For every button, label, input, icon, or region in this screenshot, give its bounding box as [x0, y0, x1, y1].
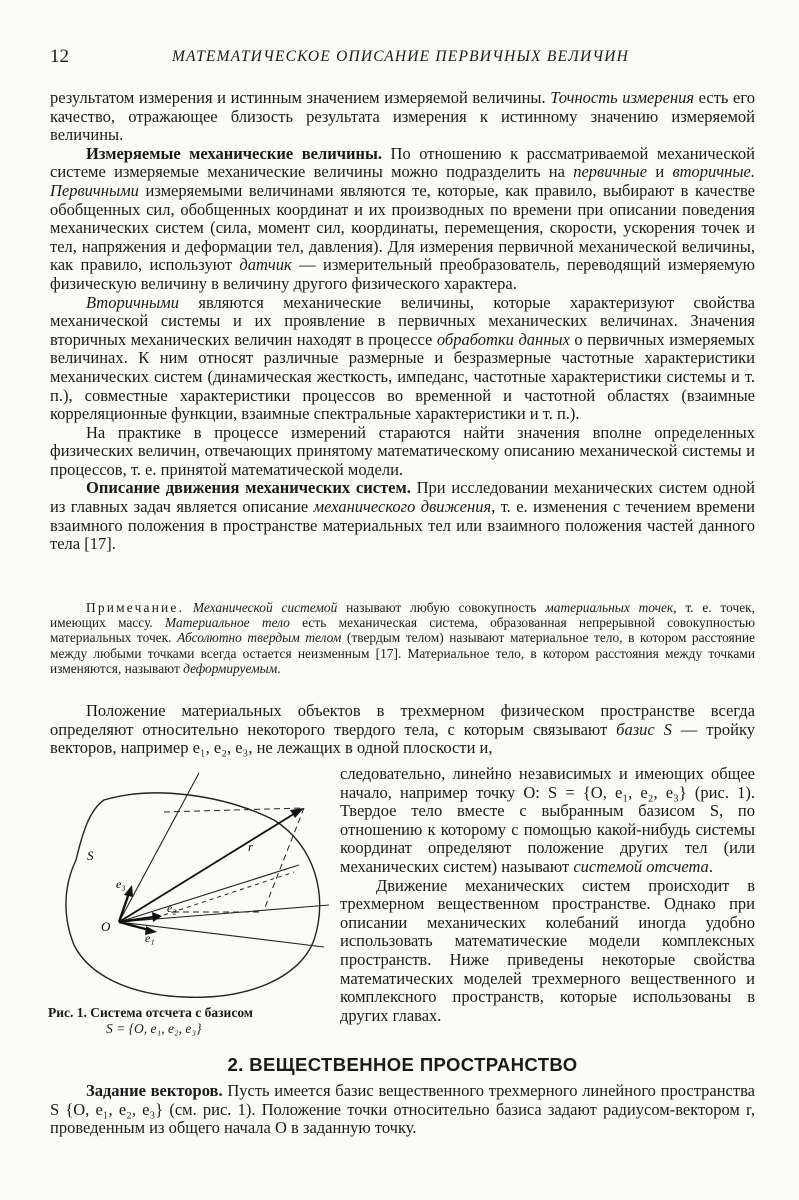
label-O: O [101, 919, 111, 934]
label-e2: e₂ [167, 901, 177, 915]
run-in-heading: Описание движения механических систем. [86, 478, 411, 498]
paragraph-motion: Описание движения механических систем. При исследовании механических систем одной из главных задач является описание механического движения, т. е. изменения с течением времени взаимного положения в пространстве материальных тел или взаимного положения частей данного тела [17]. [50, 478, 756, 554]
paragraph-basis: Положение материальных объектов в трехмерном физическом пространстве всегда определяют относительно некоторого твердого тела, с которым связывают базис S — тройку векторов, например e₁, e₂, e₃, не лежащих в одной плоскости и, [50, 701, 756, 758]
label-r: r [248, 839, 254, 854]
radius-vector-r [119, 812, 297, 922]
paragraph-vectors: Задание векторов. Пусть имеется базис вещественного трехмерного линейного пространства S {O, e₁, e₂, e₃} (см. рис. 1). Положение точки относительно базиса задают радиусом-вектором r, проведенным из общего начала O в заданную точку. [50, 1081, 755, 1138]
wrapped-text-column [340, 765, 755, 1025]
axis-e2-line [119, 905, 329, 922]
run-in-heading: Измеряемые механические величины. [86, 143, 383, 163]
paragraph-accuracy: результатом измерения и истинным значением измеряемой величины. Точность измерения есть его качество, отражающее близость результата измерения к истинному значению измеряемой величины. [50, 88, 755, 145]
paragraph-secondary: Вторичными являются механические величины, которые характеризуют свойства механической системы и их проявление в первичных механических величинах. Значения вторичных механических величин находят в процессе обработки данных о первичных измеряемых величинах. К ним относят различные размерные и безразмерные частотные характеристики механических систем (динамическая жесткость, импеданс, частотные характеристики системы и т. п.), совместные характеристики процессов во временной и частотной областях (взаимные корреляционные функции, взаимные спектральные характеристики и т. п.). [50, 292, 756, 424]
page-number: 12 [50, 46, 69, 67]
axis-e3-line [119, 773, 199, 922]
paragraph-reference-frame: следовательно, линейно независимых и имеющих общее начало, например точку O: S = {O, e₁, e₂, e₃} (рис. 1). Твердое тело вместе с выбранным базисом S, по отношению к которому с помощью какой-нибудь системы координат определяют положение других тел (или механических систем) называют системой отсчета. [340, 764, 755, 876]
section-heading: 2. ВЕЩЕСТВЕННОЕ ПРОСТРАНСТВО [227, 1054, 578, 1075]
projection-dashed-2 [264, 808, 304, 910]
running-title: МАТЕМАТИЧЕСКОЕ ОПИСАНИЕ ПЕРВИЧНЫХ ВЕЛИЧИН [172, 48, 630, 65]
vector-e1 [119, 922, 149, 930]
paragraph-practice: На практике в процессе измерений стараются найти значения вполне определенных физических величин, отвечающих принятому математическому описанию механической системы и процессов, т. е. принятой математической модели. [50, 422, 755, 479]
page-header [50, 46, 755, 70]
projection-dashed-4 [164, 872, 294, 915]
projection-dashed-1 [164, 808, 304, 812]
paragraph-real-space: Движение механических систем происходит в трехмерном вещественном пространстве. Однако при описании механических колебаний иногда удобно использовать математические модели комплексных пространств. Ниже приведены некоторые свойства математических моделей трехмерного вещественного и комплексного пространств, которые использованы в других главах. [340, 875, 755, 1025]
label-S: S [87, 848, 94, 863]
note-block: Примечание. Механической системой называют любую совокупность материальных точек, т. е. точек, имеющих массу. Материальное тело есть механическая система, образованная непрерывной совокупностью материальных точек. Абсолютно твердым телом (твердым телом) называют материальное тело, в котором расстояние между любыми точками всегда остается неизменным [17]. Материальное тело, в котором расстояния между точками изменяются, называют деформируемым. [50, 600, 755, 676]
extra-ray [119, 865, 299, 922]
run-in-heading: Задание векторов. [86, 1081, 223, 1100]
rigid-body-outline [66, 793, 320, 997]
label-e3: e₃ [116, 877, 126, 891]
main-text-top [50, 89, 755, 554]
arrowhead-e2 [152, 912, 162, 922]
figure-basis-diagram [44, 765, 334, 1015]
paragraph-measured-quantities: Измеряемые механические величины. По отношению к рассматриваемой механической системе измеряемые механические величины можно подразделить на первичные и вторичные. Первичными измеряемыми величинами являются те, которые, как правило, выбирают в качестве обобщенных сил, обобщенных координат и их производных по времени при описании поведения механических систем (сила, момент сил, координаты, перемещения, скорости, ускорения точек и тел, напряжения и деформации тел, давления). Для измерения первичной механической величины, как правило, используют датчик — измерительный преобразователь, переводящий измеряемую физическую величину в величину другого физического характера. [50, 143, 755, 293]
label-e1: e₁ [145, 931, 155, 945]
figure-caption: Рис. 1. Система отсчета с базисом S = {O, e₁, e₂, e₃} [48, 1005, 254, 1036]
note-label: Примечание. [86, 600, 185, 615]
